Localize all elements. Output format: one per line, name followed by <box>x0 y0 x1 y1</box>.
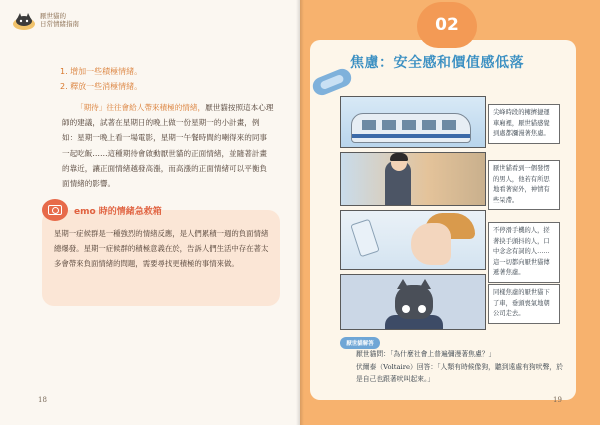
book-gutter <box>296 0 304 425</box>
face-illustration <box>411 223 451 265</box>
comic-panel-train <box>340 96 486 148</box>
quote-line: 厭世貓問：「為什麼社會上普遍彌漫著焦慮？」 <box>356 350 496 358</box>
quote-line: 伏爾泰（Voltaire）回答：「人類有時候像狗，聽到遠處有狗吠聲，於是自己也跟著吠叫起來。」 <box>356 362 563 383</box>
comic-caption: 不停滑手機的人，搓著抉手頭抖的人，口中念念有詞的人……這一切都向厭世貓傳遞著焦慮。 <box>488 222 560 283</box>
cat-logo-icon <box>12 12 36 30</box>
comic-caption: 尖峰時段的擁擠捷運車廂裡，厭世貓感覺到處都瀰漫著焦慮。 <box>488 104 560 144</box>
highlight-text: 「期待」往往會給人帶來積極的情緒， <box>76 103 206 112</box>
chapter-number: 02 <box>417 2 477 48</box>
cat-illustration <box>395 285 433 319</box>
brand-title <box>40 12 79 28</box>
page-number-left: 18 <box>38 396 47 404</box>
list-item: 1. 增加一些積極情緒。 <box>60 67 143 76</box>
body-paragraph <box>62 100 274 191</box>
comic-caption: 厭世貓看到一個發愣的男人，他若有所思地看著窗外，神情有些呆滯。 <box>488 160 560 210</box>
train-illustration <box>351 113 471 143</box>
comic-caption: 同樣焦慮的厭世貓下了車，垂頭喪氣地朝公司走去。 <box>488 284 560 324</box>
first-aid-box-header <box>42 198 162 222</box>
phone-illustration <box>350 219 380 258</box>
quote-text <box>356 348 566 386</box>
first-aid-box-title: emo 時的情緒急救箱 <box>74 206 162 217</box>
list-item: 2. 釋放一些消極情緒。 <box>60 82 143 91</box>
camera-icon <box>42 199 68 221</box>
brand-line-1: 厭世貓的 <box>40 12 66 20</box>
comic-panel-man <box>340 152 486 206</box>
first-aid-box-text: 星期一症候群是一種強烈的情緒反應，是人們累積一週的負面情緒總爆發。星期一症候群的積極意義在於，告訴人們生活中存在著太多會帶來負面情緒的問題，需要尋找更積極的事情來做。 <box>54 229 269 268</box>
paragraph-text: 厭世貓按照這本心理師的建議，試著在星期日的晚上做一份星期一的小計畫，例如：星期一晚上看一場電影，星期一午餐時間約喇得來的同事一起吃飯……這種期待會啟動厭世貓的正面情緒，並隨著計畫的靠近，讓正面情緒越發高漲，而高漲的正面情緒可以平衡負面情緒的影響。 <box>62 103 274 189</box>
brand-line-2: 日常情緒指南 <box>40 20 79 28</box>
page-number-right: 19 <box>553 396 562 404</box>
comic-panel-phone <box>340 210 486 270</box>
quote-label: 厭世貓解答 <box>340 337 380 349</box>
tips-list <box>60 64 142 94</box>
comic-panel-cat <box>340 274 486 330</box>
chapter-title: 焦慮：安全感和價值感低落 <box>350 55 524 71</box>
